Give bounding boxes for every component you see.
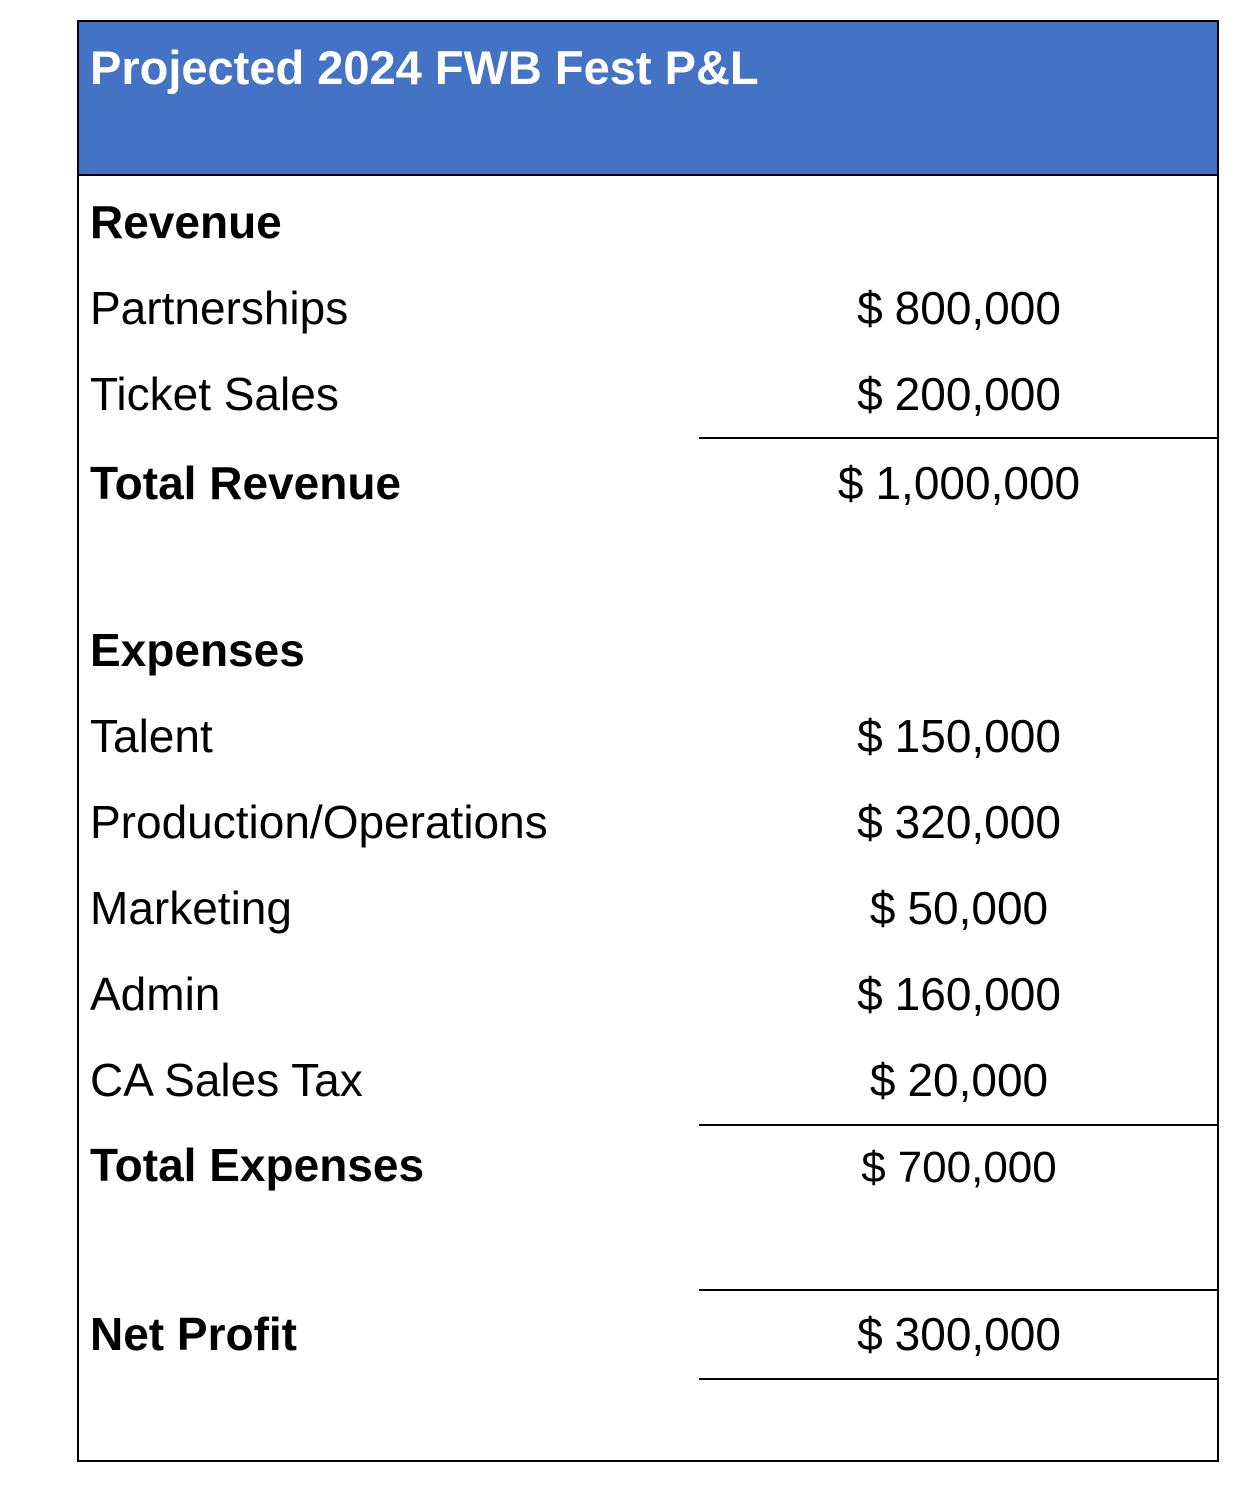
total-revenue-value (699, 457, 1219, 509)
revenue-value-partnerships (699, 282, 1219, 334)
currency-symbol: $ (857, 1308, 883, 1360)
amount: 1,000,000 (875, 457, 1081, 509)
expense-value-talent (699, 710, 1219, 762)
currency-symbol: $ (857, 282, 883, 334)
net-profit-top-rule (699, 1289, 1219, 1291)
expense-value-ca-sales-tax (699, 1054, 1219, 1106)
amount: 320,000 (894, 796, 1061, 848)
expense-label-marketing: Marketing (90, 882, 292, 934)
currency-symbol: $ (837, 457, 864, 509)
table-header (79, 22, 1217, 176)
revenue-label-partnerships: Partnerships (90, 282, 349, 334)
total-expenses-value (699, 1143, 1219, 1192)
revenue-subtotal-rule (699, 437, 1219, 439)
expense-label-admin: Admin (90, 968, 221, 1020)
net-profit-bottom-rule (699, 1378, 1219, 1380)
expense-label-production: Production/Operations (90, 796, 548, 848)
expense-label-ca-sales-tax: CA Sales Tax (90, 1054, 363, 1106)
revenue-value-ticket-sales (699, 368, 1219, 420)
currency-symbol: $ (861, 1143, 886, 1192)
expenses-heading: Expenses (90, 624, 305, 676)
currency-symbol: $ (869, 882, 896, 934)
revenue-label-ticket-sales: Ticket Sales (90, 368, 339, 420)
pnl-table (77, 20, 1219, 1462)
expense-label-talent: Talent (90, 710, 213, 762)
total-expenses-label: Total Expenses (90, 1139, 425, 1191)
currency-symbol: $ (869, 1054, 896, 1106)
amount: 800,000 (894, 282, 1061, 334)
amount: 300,000 (894, 1308, 1061, 1360)
currency-symbol: $ (857, 368, 883, 420)
currency-symbol: $ (857, 710, 883, 762)
total-revenue-label: Total Revenue (90, 457, 401, 509)
amount: 20,000 (907, 1054, 1049, 1106)
amount: 200,000 (894, 368, 1061, 420)
currency-symbol: $ (857, 968, 883, 1020)
expenses-subtotal-rule (699, 1124, 1219, 1126)
net-profit-label: Net Profit (90, 1308, 297, 1360)
amount: 150,000 (894, 710, 1061, 762)
expense-value-marketing (699, 882, 1219, 934)
net-profit-value (699, 1308, 1219, 1360)
revenue-heading: Revenue (90, 196, 282, 248)
expense-value-production (699, 796, 1219, 848)
currency-symbol: $ (857, 796, 883, 848)
amount: 50,000 (907, 882, 1049, 934)
amount: 160,000 (894, 968, 1061, 1020)
table-title: Projected 2024 FWB Fest P&L (90, 41, 759, 94)
expense-value-admin (699, 968, 1219, 1020)
amount: 700,000 (897, 1143, 1057, 1192)
